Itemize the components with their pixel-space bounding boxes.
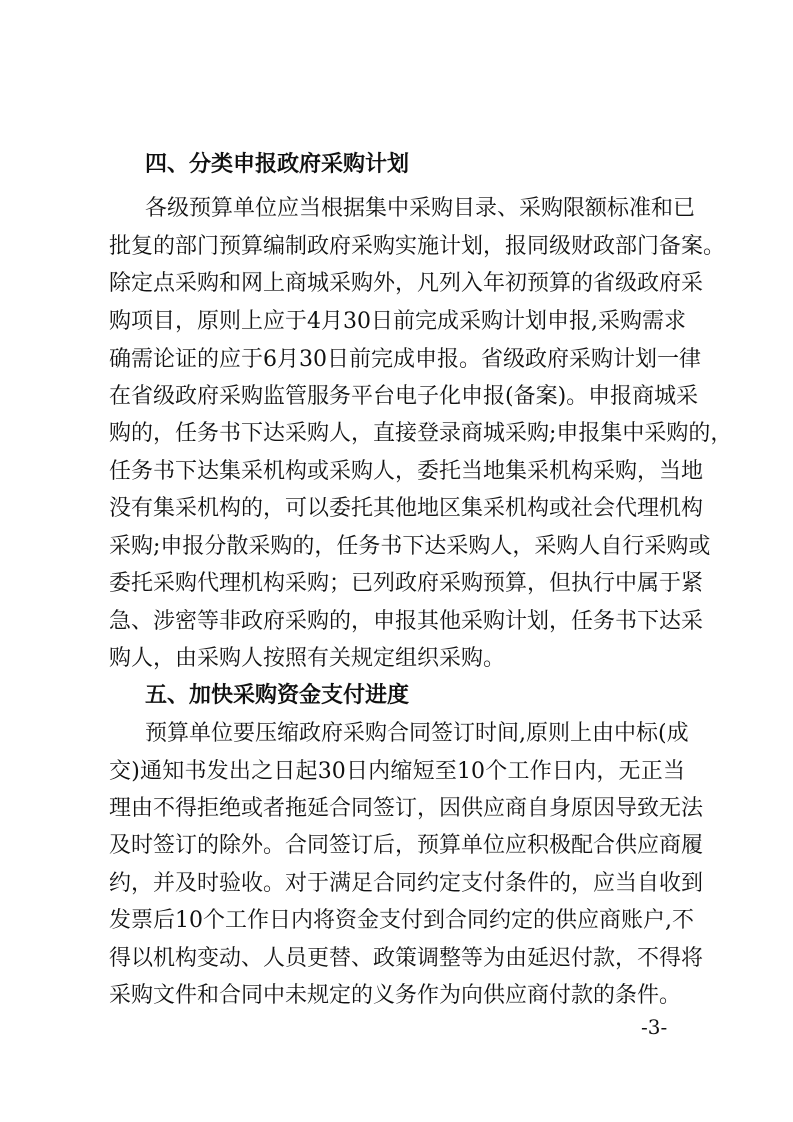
section-5-line: 约，并及时验收。对于满足合同约定支付条件的，应当自收到 bbox=[109, 871, 704, 896]
section-4-line: 购的，任务书下达采购人，直接登录商城采购;申报集中采购的， bbox=[109, 421, 733, 446]
section-4-line: 急、涉密等非政府采购的，申报其他采购计划，任务书下达采 bbox=[109, 609, 704, 634]
section-5-line: 发票后10个工作日内将资金支付到合同约定的供应商账户,不 bbox=[109, 908, 694, 933]
section-4-line: 采购;申报分散采购的，任务书下达采购人，采购人自行采购或 bbox=[109, 534, 711, 559]
section-5-heading: 五、加快采购资金支付进度 bbox=[145, 683, 410, 708]
section-4-line: 除定点采购和网上商城采购外，凡列入年初预算的省级政府采 bbox=[109, 271, 704, 296]
section-4-line: 批复的部门预算编制政府采购实施计划，报同级财政部门备案。 bbox=[109, 234, 726, 259]
section-5-line: 得以机构变动、人员更替、政策调整等为由延迟付款，不得将 bbox=[109, 946, 704, 971]
section-5-line: 交)通知书发出之日起30日内缩短至10个工作日内，无正当 bbox=[109, 759, 685, 784]
section-4-line: 委托采购代理机构采购；已列政府采购预算，但执行中属于紧 bbox=[109, 571, 704, 596]
section-5-line: 预算单位要压缩政府采购合同签订时间,原则上由中标(成 bbox=[145, 721, 689, 746]
section-5-line: 采购文件和合同中未规定的义务作为向供应商付款的条件。 bbox=[109, 983, 682, 1008]
section-5-line: 及时签订的除外。合同签订后，预算单位应积极配合供应商履 bbox=[109, 833, 704, 858]
section-4-heading: 四、分类申报政府采购计划 bbox=[145, 152, 410, 177]
section-4-line: 购项目，原则上应于4月30日前完成采购计划申报,采购需求 bbox=[109, 309, 686, 334]
section-4-line: 确需论证的应于6月30日前完成申报。省级政府采购计划一律 bbox=[109, 347, 701, 372]
section-4-line: 没有集采机构的，可以委托其他地区集采机构或社会代理机构 bbox=[109, 496, 704, 521]
section-4-line: 在省级政府采购监管服务平台电子化申报(备案)。申报商城采 bbox=[109, 384, 699, 409]
section-4-line: 任务书下达集采机构或采购人，委托当地集采机构采购，当地 bbox=[109, 459, 704, 484]
section-4-line: 各级预算单位应当根据集中采购目录、采购限额标准和已 bbox=[145, 196, 696, 221]
page-number: -3- bbox=[641, 1015, 668, 1039]
section-5-line: 理由不得拒绝或者拖延合同签订，因供应商自身原因导致无法 bbox=[109, 796, 704, 821]
section-4-line: 购人，由采购人按照有关规定组织采购。 bbox=[109, 646, 506, 671]
